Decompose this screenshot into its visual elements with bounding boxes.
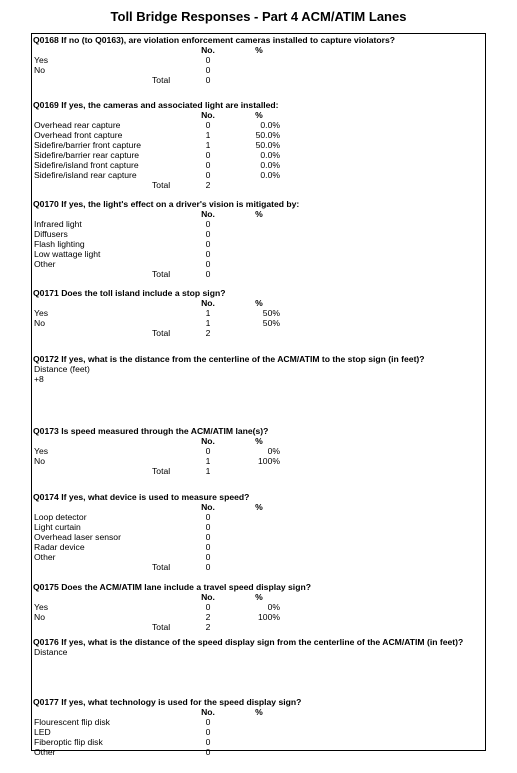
response-count: 0 <box>205 249 211 259</box>
column-header-row <box>33 209 483 219</box>
response-row <box>33 308 483 318</box>
column-header-row <box>33 707 483 717</box>
response-count: 0 <box>205 170 211 180</box>
response-row <box>33 727 483 737</box>
total-label: Total <box>152 466 171 476</box>
total-label: Total <box>152 269 171 279</box>
response-row <box>33 602 483 612</box>
column-header-pct: % <box>255 592 263 602</box>
response-row <box>33 65 483 75</box>
question-heading: Q0168 If no (to Q0163), are violation enforcement cameras installed to capture violators? <box>33 35 396 45</box>
column-header-no: No. <box>201 592 215 602</box>
column-header-no: No. <box>201 298 215 308</box>
response-label: Yes <box>34 446 49 456</box>
column-header-row <box>33 110 483 120</box>
response-label: Sidefire/barrier rear capture <box>34 150 140 160</box>
total-row <box>33 562 483 572</box>
column-header-row <box>33 436 483 446</box>
response-label: Overhead rear capture <box>34 120 121 130</box>
response-count: 0 <box>205 542 211 552</box>
response-label: Overhead laser sensor <box>34 532 121 542</box>
total-row <box>33 328 483 338</box>
response-label: Overhead front capture <box>34 130 123 140</box>
column-header-pct: % <box>255 298 263 308</box>
question-block <box>33 582 483 632</box>
response-row <box>33 542 483 552</box>
response-count: 0 <box>205 522 211 532</box>
response-count: 0 <box>205 446 211 456</box>
response-row <box>33 120 483 130</box>
total-row <box>33 180 483 190</box>
question-heading: Q0169 If yes, the cameras and associated light are installed: <box>33 100 279 110</box>
response-row <box>33 239 483 249</box>
response-row <box>33 249 483 259</box>
response-count: 0 <box>205 532 211 542</box>
question-block <box>33 100 483 190</box>
response-count: 0 <box>205 737 211 747</box>
total-row <box>33 269 483 279</box>
question-block <box>33 697 483 757</box>
response-count: 2 <box>205 612 211 622</box>
column-header-no: No. <box>201 502 215 512</box>
question-block <box>33 426 483 476</box>
response-row <box>33 259 483 269</box>
response-row <box>33 737 483 747</box>
total-count: 1 <box>205 466 211 476</box>
response-row <box>33 552 483 562</box>
response-count: 1 <box>205 318 211 328</box>
response-label: Yes <box>34 308 49 318</box>
total-row <box>33 75 483 85</box>
question-heading: Q0172 If yes, what is the distance from the centerline of the ACM/ATIM to the stop sign (in feet)? <box>33 354 425 364</box>
response-percent: 0.0% <box>260 160 280 170</box>
survey-table <box>31 33 486 757</box>
question-heading: Q0174 If yes, what device is used to measure speed? <box>33 492 250 502</box>
question-block <box>33 199 483 279</box>
column-header-pct: % <box>255 707 263 717</box>
response-percent: 100% <box>258 612 280 622</box>
response-row <box>33 612 483 622</box>
response-percent: 50.0% <box>255 140 280 150</box>
response-row <box>33 747 483 757</box>
response-label: Yes <box>34 55 49 65</box>
response-row <box>33 140 483 150</box>
question-heading: Q0177 If yes, what technology is used for the speed display sign? <box>33 697 302 707</box>
total-count: 0 <box>205 562 211 572</box>
question-block <box>33 35 483 85</box>
response-percent: 50.0% <box>255 130 280 140</box>
response-count: 0 <box>205 55 211 65</box>
response-label: Light curtain <box>34 522 81 532</box>
response-percent: 50% <box>262 308 280 318</box>
response-row <box>33 717 483 727</box>
total-label: Total <box>152 75 171 85</box>
question-block <box>33 637 483 657</box>
response-row <box>33 532 483 542</box>
question-heading: Q0173 Is speed measured through the ACM/ATIM lane(s)? <box>33 426 269 436</box>
response-row <box>33 512 483 522</box>
response-count: 0 <box>205 747 211 757</box>
question-heading: Q0175 Does the ACM/ATIM lane include a travel speed display sign? <box>33 582 311 592</box>
question-heading: Q0170 If yes, the light's effect on a driver's vision is mitigated by: <box>33 199 300 209</box>
column-header-no: No. <box>201 707 215 717</box>
response-count: 1 <box>205 456 211 466</box>
response-label: Fiberoptic flip disk <box>34 737 103 747</box>
response-row <box>33 55 483 65</box>
response-count: 0 <box>205 727 211 737</box>
response-percent: 0% <box>267 602 280 612</box>
response-label: No <box>34 318 45 328</box>
response-percent: 0.0% <box>260 150 280 160</box>
response-percent: 0.0% <box>260 170 280 180</box>
column-header-no: No. <box>201 110 215 120</box>
response-count: 0 <box>205 229 211 239</box>
total-label: Total <box>152 622 171 632</box>
question-block <box>33 288 483 338</box>
response-count: 0 <box>205 552 211 562</box>
free-response-line: Distance <box>34 647 68 657</box>
response-count: 0 <box>205 65 211 75</box>
column-header-row <box>33 45 483 55</box>
column-header-pct: % <box>255 209 263 219</box>
total-row <box>33 466 483 476</box>
response-label: Sidefire/island front capture <box>34 160 139 170</box>
response-label: Flash lighting <box>34 239 85 249</box>
response-label: No <box>34 65 45 75</box>
response-label: Other <box>34 552 56 562</box>
response-percent: 0% <box>267 446 280 456</box>
question-block <box>33 354 483 384</box>
response-row <box>33 219 483 229</box>
response-label: Sidefire/barrier front capture <box>34 140 141 150</box>
response-percent: 100% <box>258 456 280 466</box>
column-header-no: No. <box>201 436 215 446</box>
question-heading: Q0176 If yes, what is the distance of the speed display sign from the centerline of the ACM/ATIM (in feet)? <box>33 637 464 647</box>
response-percent: 50% <box>262 318 280 328</box>
total-count: 0 <box>205 75 211 85</box>
total-row <box>33 622 483 632</box>
response-count: 0 <box>205 150 211 160</box>
response-row <box>33 446 483 456</box>
response-row <box>33 170 483 180</box>
response-row <box>33 130 483 140</box>
column-header-row <box>33 592 483 602</box>
free-response-line: Distance (feet) <box>34 364 90 374</box>
response-row <box>33 150 483 160</box>
response-count: 0 <box>205 120 211 130</box>
response-label: LED <box>34 727 51 737</box>
response-label: Other <box>34 259 56 269</box>
response-label: Yes <box>34 602 49 612</box>
response-row <box>33 456 483 466</box>
total-label: Total <box>152 180 171 190</box>
response-row <box>33 522 483 532</box>
column-header-row <box>33 298 483 308</box>
response-count: 0 <box>205 239 211 249</box>
column-header-pct: % <box>255 45 263 55</box>
response-count: 0 <box>205 717 211 727</box>
question-heading: Q0171 Does the toll island include a stop sign? <box>33 288 226 298</box>
response-percent: 0.0% <box>260 120 280 130</box>
column-header-no: No. <box>201 45 215 55</box>
response-label: Infrared light <box>34 219 82 229</box>
response-count: 1 <box>205 140 211 150</box>
total-count: 0 <box>205 269 211 279</box>
question-block <box>33 492 483 572</box>
column-header-no: No. <box>201 209 215 219</box>
response-count: 0 <box>205 259 211 269</box>
response-label: No <box>34 612 45 622</box>
response-count: 1 <box>205 130 211 140</box>
column-header-pct: % <box>255 110 263 120</box>
response-count: 0 <box>205 602 211 612</box>
response-label: Diffusers <box>34 229 68 239</box>
total-label: Total <box>152 328 171 338</box>
response-label: Sidefire/island rear capture <box>34 170 137 180</box>
response-count: 1 <box>205 308 211 318</box>
total-label: Total <box>152 562 171 572</box>
response-count: 0 <box>205 512 211 522</box>
response-row <box>33 229 483 239</box>
response-label: Radar device <box>34 542 85 552</box>
response-label: Loop detector <box>34 512 87 522</box>
total-count: 2 <box>205 328 211 338</box>
response-label: Flourescent flip disk <box>34 717 110 727</box>
column-header-pct: % <box>255 436 263 446</box>
total-count: 2 <box>205 180 211 190</box>
column-header-row <box>33 502 483 512</box>
free-response-line: +8 <box>34 374 44 384</box>
response-row <box>33 160 483 170</box>
page-title: Toll Bridge Responses - Part 4 ACM/ATIM Lanes <box>110 9 407 24</box>
response-label: Low wattage light <box>34 249 101 259</box>
response-label: No <box>34 456 45 466</box>
response-row <box>33 318 483 328</box>
total-count: 2 <box>205 622 211 632</box>
response-count: 0 <box>205 219 211 229</box>
column-header-pct: % <box>255 502 263 512</box>
response-count: 0 <box>205 160 211 170</box>
response-label: Other <box>34 747 56 757</box>
